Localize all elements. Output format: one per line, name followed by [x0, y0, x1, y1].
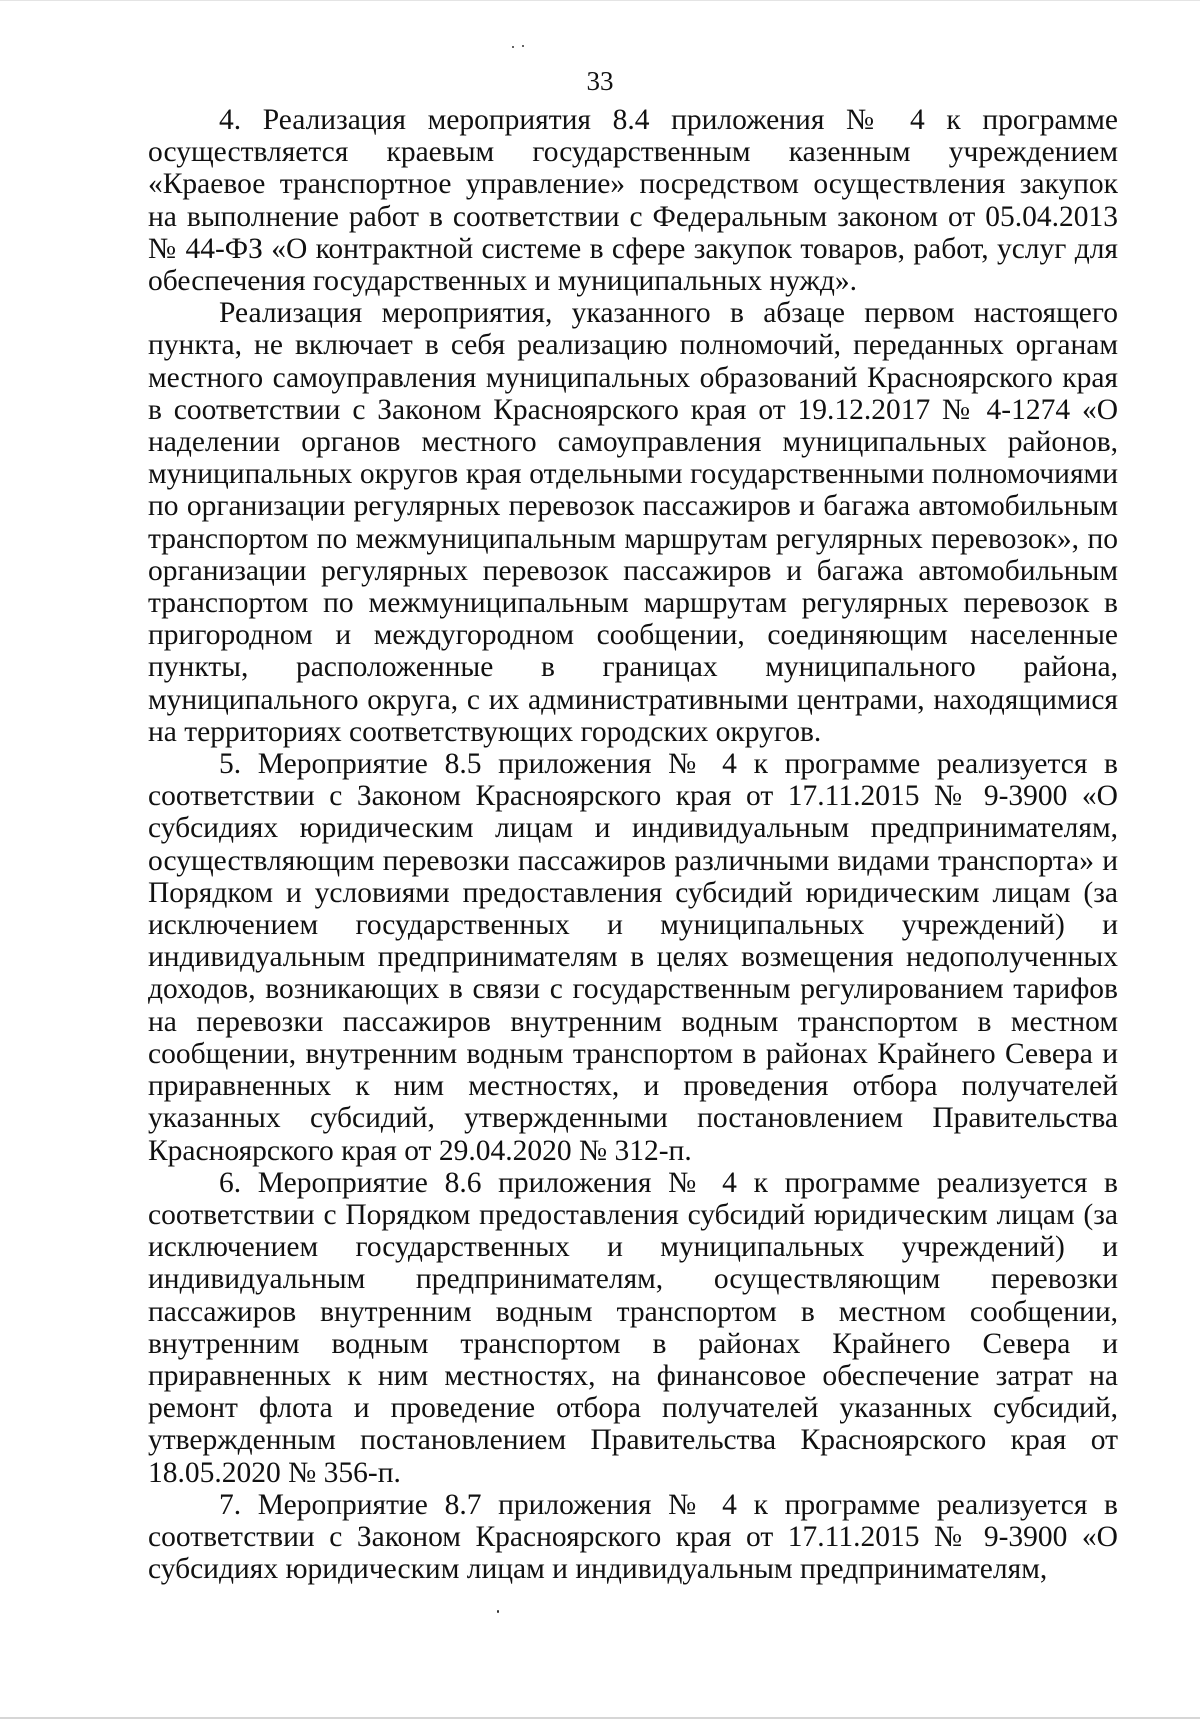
scan-speck — [512, 46, 514, 48]
paragraph-item-4-continuation: Реализация мероприятия, указанного в абзаце первом настоящего пункта, не включает в себя реализацию полномочий, переданных органам местного самоуправления муниципальных образований Красноярского края в соответствии с Законом Красноярского края от 19.12.2017 № 4-1274 «О наделении органов местного самоуправления муниципальных районов, муниципальных округов края отдельными государственными полномочиями по организации регулярных перевозок пассажиров и багажа автомобильным транспортом по межмуниципальным маршрутам регулярных перевозок», по организации регулярных перевозок пассажиров и багажа автомобильным транспортом по межмуниципальным маршрутам регулярных перевозок в пригородном и междугородном сообщении, соединяющим населенные пункты, расположенные в границах муниципального района, муниципального округа, с их административными центрами, находящимися на территориях соответствующих городских округов. — [148, 297, 1118, 748]
scan-top-edge — [0, 0, 1200, 1]
body-text — [148, 104, 1118, 1585]
paragraph-item-7: 7. Мероприятие 8.7 приложения № 4 к программе реализуется в соответствии с Законом Красноярского края от 17.11.2015 № 9-3900 «О субсидиях юридическим лицам и индивидуальным предпринимателям, — [148, 1488, 1118, 1586]
paragraph-item-4: 4. Реализация мероприятия 8.4 приложения № 4 к программе осуществляется краевым государственным казенным учреждением «Краевое транспортное управление» посредством осуществления закупок на выполнение работ в соответствии с Федеральным законом от 05.04.2013 № 44-ФЗ «О контрактной системе в сфере закупок товаров, работ, услуг для обеспечения государственных и муниципальных нужд». — [148, 104, 1118, 298]
paragraph-item-6: 6. Мероприятие 8.6 приложения № 4 к программе реализуется в соответствии с Порядком предоставления субсидий юридическим лицам (за исключением государственных и муниципальных учреждений) и индивидуальным предпринимателям, осуществляющим перевозки пассажиров внутренним водным транспортом в местном сообщении, внутренним водным транспортом в районах Крайнего Севера и приравненных к ним местностях, на финансовое обеспечение затрат на ремонт флота и проведение отбора получателей указанных субсидий, утвержденным постановлением Правительства Красноярского края от 18.05.2020 № 356-п. — [148, 1166, 1118, 1489]
scan-speck — [522, 45, 524, 47]
scan-bottom-edge — [0, 1717, 1200, 1719]
scan-speck — [497, 1610, 499, 1613]
paragraph-item-5: 5. Мероприятие 8.5 приложения № 4 к программе реализуется в соответствии с Законом Красноярского края от 17.11.2015 № 9-3900 «О субсидиях юридическим лицам и индивидуальным предпринимателям, осуществляющим перевозки пассажиров различными видами транспорта» и Порядком и условиями предоставления субсидий юридическим лицам (за исключением государственных и муниципальных учреждений) и индивидуальным предпринимателям в целях возмещения недополученных доходов, возникающих в связи с государственным регулированием тарифов на перевозки пассажиров внутренним водным транспортом в местном сообщении, внутренним водным транспортом в районах Крайнего Севера и приравненных к ним местностях, и проведения отбора получателей указанных субсидий, утвержденными постановлением Правительства Красноярского края от 29.04.2020 № 312-п. — [148, 748, 1118, 1167]
page-number: 33 — [586, 66, 614, 96]
